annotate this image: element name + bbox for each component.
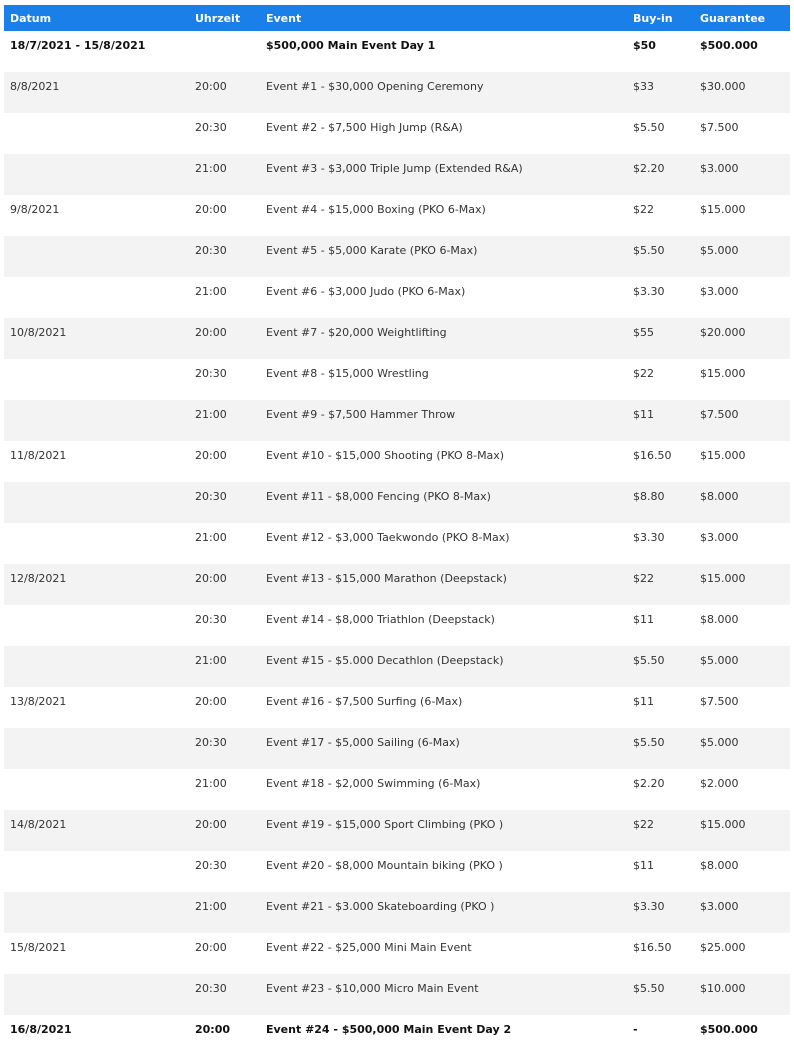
- cell-guarantee: $5.000: [700, 654, 739, 667]
- cell-event: Event #9 - $7,500 Hammer Throw: [266, 408, 456, 421]
- table-row: [4, 523, 790, 564]
- cell-guarantee: $7.500: [700, 408, 739, 421]
- table-row: [4, 113, 790, 154]
- cell-date: 16/8/2021: [10, 1023, 72, 1036]
- cell-guarantee: $500.000: [700, 39, 758, 52]
- table-row: [4, 482, 790, 523]
- column-header-guarantee: Guarantee: [700, 11, 766, 25]
- cell-buyin: -: [633, 1023, 638, 1036]
- cell-buyin: $11: [633, 408, 654, 421]
- cell-guarantee: $3.000: [700, 285, 739, 298]
- cell-date: [4, 605, 195, 613]
- cell-date: [4, 892, 195, 900]
- cell-time: 20:00: [195, 203, 227, 216]
- cell-time: 20:00: [195, 941, 227, 954]
- cell-event: Event #10 - $15,000 Shooting (PKO 8-Max): [266, 449, 505, 462]
- cell-guarantee: $15.000: [700, 449, 746, 462]
- table-row: [4, 277, 790, 318]
- table-row: [4, 564, 790, 605]
- cell-event: Event #21 - $3.000 Skateboarding (PKO ): [266, 900, 495, 913]
- cell-guarantee: $30.000: [700, 80, 746, 93]
- cell-guarantee: $5.000: [700, 244, 739, 257]
- cell-date: 9/8/2021: [10, 203, 60, 216]
- cell-buyin: $2.20: [633, 162, 665, 175]
- cell-event: Event #18 - $2,000 Swimming (6-Max): [266, 777, 481, 790]
- cell-guarantee: $8.000: [700, 490, 739, 503]
- cell-guarantee: $3.000: [700, 162, 739, 175]
- cell-date: [4, 769, 195, 777]
- cell-date: 11/8/2021: [10, 449, 67, 462]
- cell-buyin: $16.50: [633, 941, 672, 954]
- cell-date: [4, 728, 195, 736]
- cell-event: Event #7 - $20,000 Weightlifting: [266, 326, 447, 339]
- table-row: [4, 892, 790, 933]
- cell-time: [195, 31, 266, 39]
- cell-date: 10/8/2021: [10, 326, 67, 339]
- cell-time: 20:30: [195, 982, 227, 995]
- cell-time: 20:30: [195, 121, 227, 134]
- cell-event: Event #8 - $15,000 Wrestling: [266, 367, 429, 380]
- cell-event: Event #12 - $3,000 Taekwondo (PKO 8-Max): [266, 531, 510, 544]
- cell-date: 8/8/2021: [10, 80, 60, 93]
- cell-buyin: $22: [633, 572, 654, 585]
- cell-buyin: $8.80: [633, 490, 665, 503]
- cell-date: [4, 646, 195, 654]
- table-row: [4, 1015, 790, 1043]
- cell-date: [4, 851, 195, 859]
- cell-buyin: $5.50: [633, 736, 665, 749]
- column-header-buyin: Buy-in: [633, 11, 673, 25]
- cell-date: 14/8/2021: [10, 818, 67, 831]
- cell-guarantee: $5.000: [700, 736, 739, 749]
- cell-buyin: $5.50: [633, 121, 665, 134]
- cell-time: 21:00: [195, 900, 227, 913]
- cell-buyin: $50: [633, 39, 656, 52]
- cell-guarantee: $7.500: [700, 695, 739, 708]
- table-row: [4, 687, 790, 728]
- table-row: [4, 154, 790, 195]
- cell-buyin: $16.50: [633, 449, 672, 462]
- table-row: [4, 605, 790, 646]
- cell-buyin: $3.30: [633, 285, 665, 298]
- cell-date: [4, 359, 195, 367]
- cell-date: 12/8/2021: [10, 572, 67, 585]
- cell-guarantee: $500.000: [700, 1023, 758, 1036]
- table-row: [4, 851, 790, 892]
- cell-time: 20:30: [195, 859, 227, 872]
- table-row: [4, 359, 790, 400]
- cell-buyin: $11: [633, 695, 654, 708]
- cell-time: 20:00: [195, 818, 227, 831]
- cell-event: Event #6 - $3,000 Judo (PKO 6-Max): [266, 285, 466, 298]
- cell-time: 21:00: [195, 531, 227, 544]
- cell-guarantee: $10.000: [700, 982, 746, 995]
- cell-event: Event #5 - $5,000 Karate (PKO 6-Max): [266, 244, 478, 257]
- cell-time: 21:00: [195, 285, 227, 298]
- cell-time: 21:00: [195, 408, 227, 421]
- cell-date: [4, 400, 195, 408]
- cell-buyin: $5.50: [633, 244, 665, 257]
- cell-event: Event #20 - $8,000 Mountain biking (PKO ): [266, 859, 503, 872]
- cell-buyin: $3.30: [633, 900, 665, 913]
- cell-time: 21:00: [195, 777, 227, 790]
- cell-buyin: $3.30: [633, 531, 665, 544]
- table-row: [4, 769, 790, 810]
- cell-date: [4, 277, 195, 285]
- schedule-table: [4, 5, 790, 1043]
- cell-event: Event #23 - $10,000 Micro Main Event: [266, 982, 479, 995]
- column-header-event: Event: [266, 11, 302, 25]
- cell-buyin: $11: [633, 859, 654, 872]
- column-header-time: Uhrzeit: [195, 11, 241, 25]
- cell-time: 20:30: [195, 490, 227, 503]
- cell-guarantee: $25.000: [700, 941, 746, 954]
- cell-date: [4, 154, 195, 162]
- cell-time: 20:00: [195, 695, 227, 708]
- cell-buyin: $22: [633, 818, 654, 831]
- cell-guarantee: $20.000: [700, 326, 746, 339]
- table-row: [4, 400, 790, 441]
- cell-buyin: $5.50: [633, 654, 665, 667]
- cell-guarantee: $15.000: [700, 367, 746, 380]
- table-row: [4, 31, 790, 72]
- cell-guarantee: $2.000: [700, 777, 739, 790]
- cell-event: Event #22 - $25,000 Mini Main Event: [266, 941, 472, 954]
- cell-buyin: $5.50: [633, 982, 665, 995]
- table-row: [4, 318, 790, 359]
- cell-guarantee: $7.500: [700, 121, 739, 134]
- cell-buyin: $11: [633, 613, 654, 626]
- cell-guarantee: $8.000: [700, 613, 739, 626]
- table-header: [4, 5, 790, 31]
- cell-buyin: $22: [633, 367, 654, 380]
- cell-time: 20:00: [195, 572, 227, 585]
- column-header-date: Datum: [10, 11, 52, 25]
- cell-event: Event #2 - $7,500 High Jump (R&A): [266, 121, 463, 134]
- cell-event: Event #16 - $7,500 Surfing (6-Max): [266, 695, 463, 708]
- cell-event: Event #24 - $500,000 Main Event Day 2: [266, 1023, 512, 1036]
- cell-guarantee: $15.000: [700, 203, 746, 216]
- table-row: [4, 933, 790, 974]
- cell-guarantee: $3.000: [700, 900, 739, 913]
- cell-event: $500,000 Main Event Day 1: [266, 39, 436, 52]
- cell-date: [4, 482, 195, 490]
- cell-date: 18/7/2021 - 15/8/2021: [10, 39, 146, 52]
- cell-event: Event #11 - $8,000 Fencing (PKO 8-Max): [266, 490, 491, 503]
- cell-time: 20:00: [195, 80, 227, 93]
- cell-guarantee: $8.000: [700, 859, 739, 872]
- cell-date: 15/8/2021: [10, 941, 67, 954]
- table-row: [4, 236, 790, 277]
- cell-event: Event #3 - $3,000 Triple Jump (Extended R&A): [266, 162, 523, 175]
- cell-time: 20:30: [195, 736, 227, 749]
- cell-buyin: $55: [633, 326, 654, 339]
- table-row: [4, 728, 790, 769]
- table-row: [4, 72, 790, 113]
- cell-date: 13/8/2021: [10, 695, 67, 708]
- cell-guarantee: $15.000: [700, 572, 746, 585]
- table-row: [4, 195, 790, 236]
- cell-time: 20:00: [195, 326, 227, 339]
- cell-buyin: $33: [633, 80, 654, 93]
- cell-guarantee: $15.000: [700, 818, 746, 831]
- cell-time: 20:30: [195, 367, 227, 380]
- cell-date: [4, 974, 195, 982]
- cell-buyin: $22: [633, 203, 654, 216]
- cell-date: [4, 523, 195, 531]
- cell-event: Event #15 - $5.000 Decathlon (Deepstack): [266, 654, 504, 667]
- table-body: [4, 31, 790, 1043]
- cell-event: Event #14 - $8,000 Triathlon (Deepstack): [266, 613, 495, 626]
- table-row: [4, 646, 790, 687]
- cell-event: Event #17 - $5,000 Sailing (6-Max): [266, 736, 460, 749]
- cell-buyin: $2.20: [633, 777, 665, 790]
- table-row: [4, 974, 790, 1015]
- cell-guarantee: $3.000: [700, 531, 739, 544]
- cell-time: 20:30: [195, 244, 227, 257]
- cell-event: Event #4 - $15,000 Boxing (PKO 6-Max): [266, 203, 486, 216]
- cell-time: 20:30: [195, 613, 227, 626]
- cell-date: [4, 113, 195, 121]
- cell-time: 20:00: [195, 449, 227, 462]
- cell-time: 21:00: [195, 162, 227, 175]
- cell-time: 20:00: [195, 1023, 231, 1036]
- table-row: [4, 441, 790, 482]
- cell-event: Event #19 - $15,000 Sport Climbing (PKO ): [266, 818, 504, 831]
- cell-time: 21:00: [195, 654, 227, 667]
- cell-event: Event #1 - $30,000 Opening Ceremony: [266, 80, 484, 93]
- table-row: [4, 810, 790, 851]
- cell-event: Event #13 - $15,000 Marathon (Deepstack): [266, 572, 507, 585]
- cell-date: [4, 236, 195, 244]
